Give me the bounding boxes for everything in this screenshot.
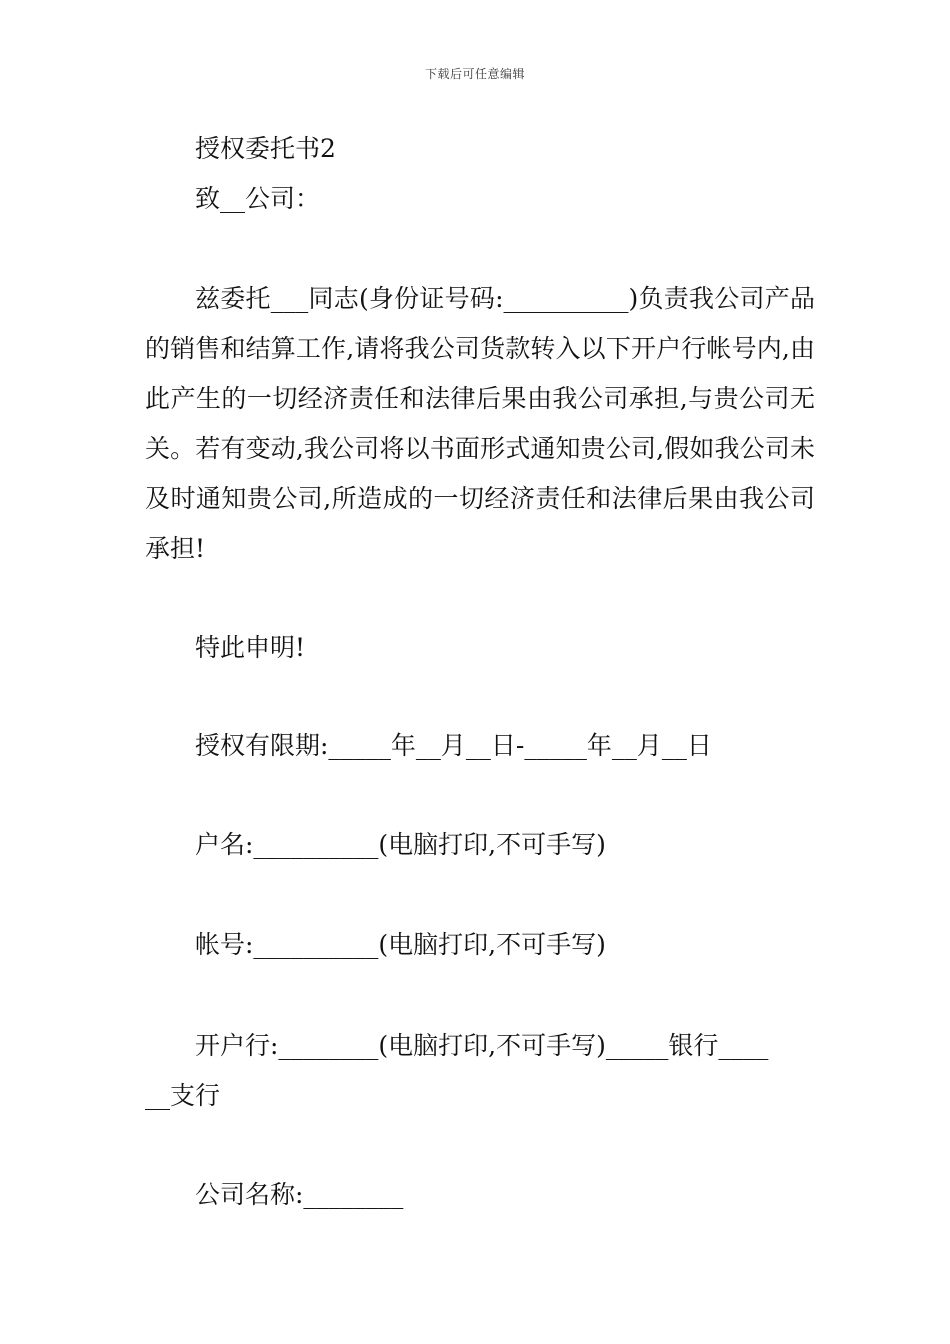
page-header-note: 下载后可任意编辑	[424, 67, 525, 81]
body-paragraph: 兹委托___同志(身份证号码:__________)负责我公司产品的销售和结算工作,请将我公司货款转入以下开户行帐号内,由此产生的一切经济责任和法律后果由我公司承担,与贵公司无关。若有变动,我公司将以书面形式通知贵公司,假如我公司未及时通知贵公司,所造成的一切经济责任和法律后果由我公司承担!	[145, 284, 815, 563]
account-number-line: 帐号:__________(电脑打印,不可手写)	[195, 930, 606, 959]
validity-period-line: 授权有限期:_____年__月__日-_____年__月__日	[195, 731, 712, 760]
addressee-line: 致__公司：	[195, 184, 321, 213]
company-name-line: 公司名称:________	[195, 1180, 404, 1209]
account-name-line: 户名:__________(电脑打印,不可手写)	[195, 830, 606, 859]
document-title: 授权委托书2	[195, 134, 336, 163]
declaration-line: 特此申明!	[195, 633, 306, 662]
bank-line-2: __支行	[145, 1081, 221, 1110]
bank-line-1: 开户行:________(电脑打印,不可手写)_____银行____	[195, 1031, 769, 1060]
